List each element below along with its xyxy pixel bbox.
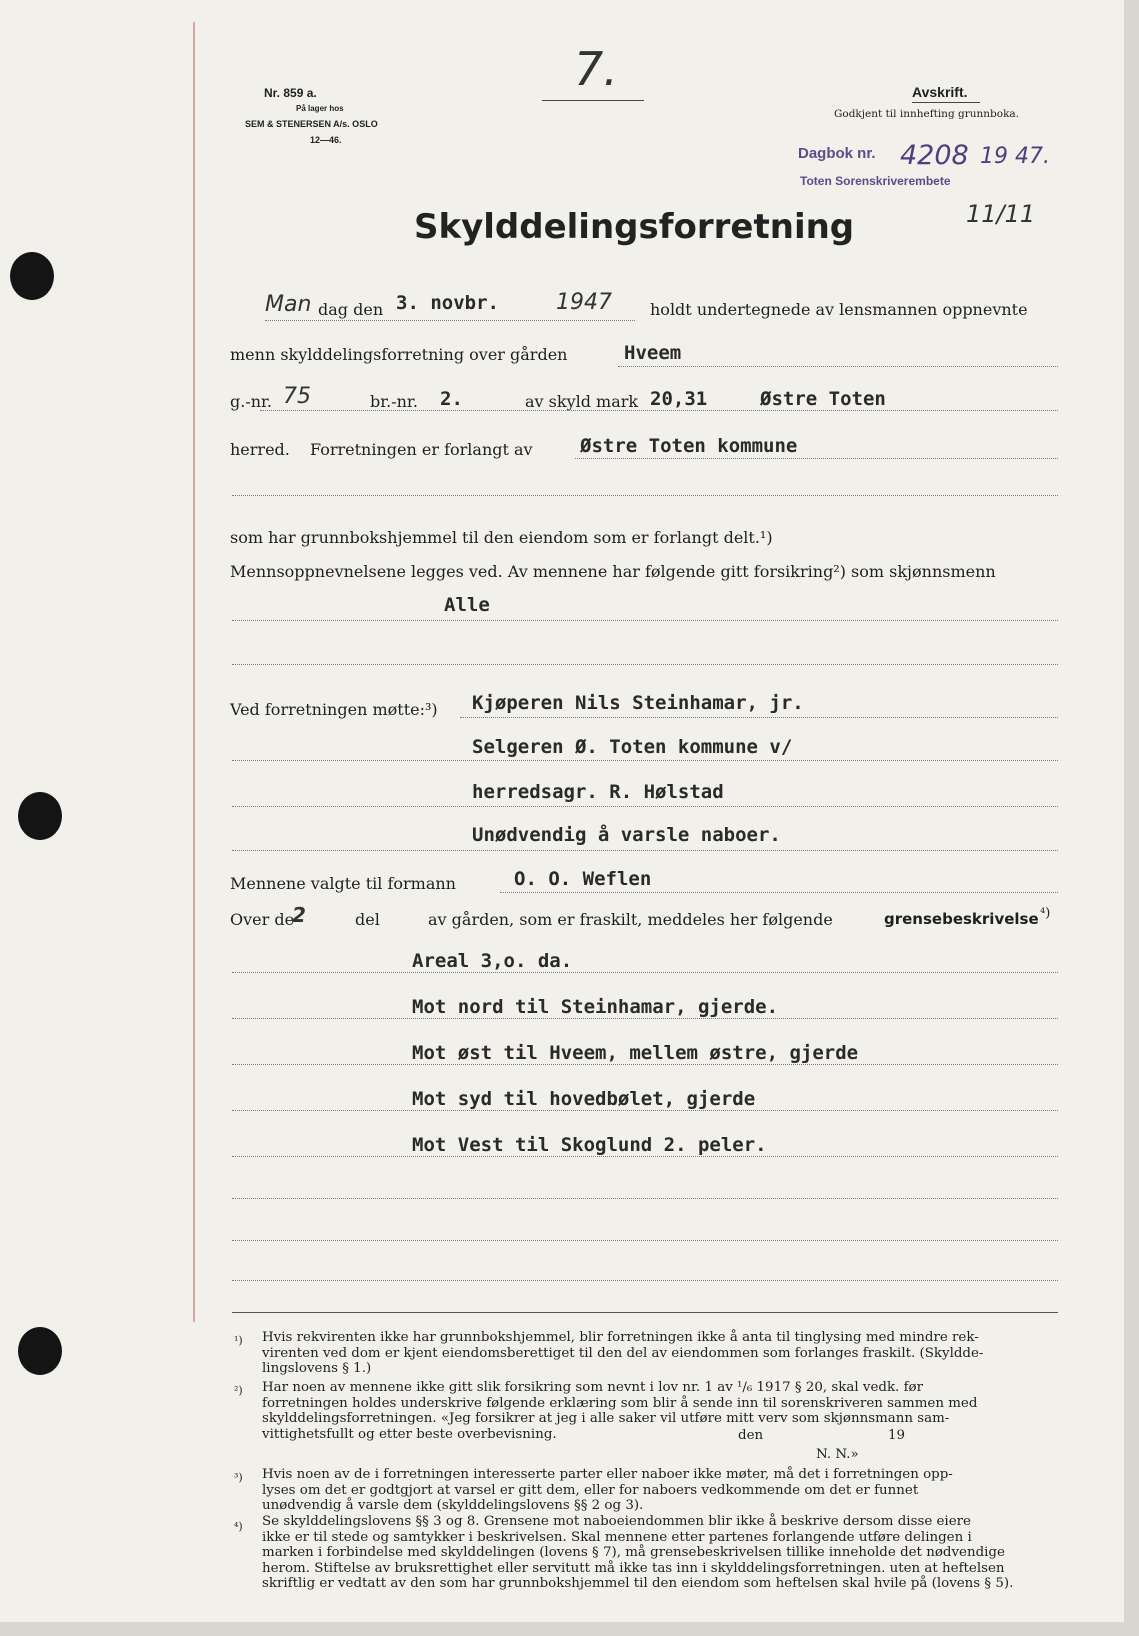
dotted-rule (232, 1110, 1058, 1111)
copy-label: Avskrift. (912, 84, 968, 100)
boundary-line: Areal 3,o. da. (412, 950, 573, 972)
sworn-men: Alle (444, 594, 490, 616)
dotted-rule (232, 1156, 1058, 1157)
municipality: Østre Toten (760, 388, 886, 410)
label-herred: herred. (230, 440, 290, 459)
dotted-rule (232, 1240, 1058, 1241)
attendee-line: herredsagr. R. Hølstad (472, 781, 724, 803)
label-menn: menn skylddelingsforretning over gården (230, 345, 568, 364)
footnote-4: Se skylddelingslovens §§ 3 og 8. Grensene mot naboeiendommen blir ikke å beskrive dersom disse eiere ikke er til stede og samtykker i beskrivelsen. Skal mennene etter partenes forlangende utføre delingen i marken i forbindelse med skylddelingen (lovens § 7), må grensebeskrivelsen tillike inneholde det nødvendige herom. Stiftelse av bruksrettighet eller servitutt må ikke tas inn i skylddelingsforretningen. uten at heftelsen skriftlig er vedtatt av den som har grunnbokshjemmel til den eiendom som heftelsen skal hvile på (lovens § 5). (262, 1514, 1014, 1591)
footnote-1: Hvis rekvirenten ikke har grunnbokshjemmel, blir forretningen ikke å anta til tinglysing med mindre rek- virenten ved dom er kjent eiendomsberettiget til den del av eiendommen som forlanges fraskilt. (Skyldde- lingslovens § 1.) (262, 1330, 984, 1376)
publisher-line: SEM & STENERSEN A/s. OSLO (245, 119, 378, 129)
date-value: 3. novbr. (396, 292, 499, 314)
label-gaarden: av gården, som er fraskilt, meddeles her følgende (428, 910, 833, 929)
weekday: Man (265, 292, 312, 317)
stamp-date: 11/11 (966, 200, 1036, 228)
dotted-rule (232, 1198, 1058, 1199)
footnote-number: ³) (234, 1471, 243, 1484)
dotted-rule (460, 717, 1058, 718)
page-number-underline (542, 100, 644, 101)
label-skyld: av skyld mark (525, 392, 639, 411)
footnote-2-den: den (738, 1428, 764, 1443)
dotted-rule (232, 620, 1058, 621)
year-value: 1947 (556, 290, 612, 315)
margin-line (193, 22, 195, 1322)
punch-hole (10, 252, 54, 300)
dotted-rule (232, 760, 1058, 761)
stamp-year: 19 47. (980, 144, 1050, 169)
dotted-rule (232, 972, 1058, 973)
part-number: 2 (292, 903, 306, 927)
label-grunnbok: som har grunnbokshjemmel til den eiendom som er forlangt delt.¹) (230, 528, 773, 547)
dotted-rule (232, 1064, 1058, 1065)
attendee-line: Kjøperen Nils Steinhamar, jr. (472, 692, 804, 714)
stamp-office: Toten Sorenskriverembete (800, 174, 951, 188)
dotted-rule (265, 320, 635, 321)
approved-note: Godkjent til innhefting grunnboka. (834, 108, 1020, 120)
requested-by: Østre Toten kommune (580, 435, 798, 457)
label-holdt: holdt undertegnede av lensmannen oppnevnte (650, 300, 1028, 319)
footnote-2-19: 19 (888, 1428, 906, 1443)
skyld-value: 20,31 (650, 388, 708, 410)
dotted-rule (232, 1018, 1058, 1019)
footnote-3: Hvis noen av de i forretningen interesserte parter eller naboer ikke møter, må det i forretningen opp- lyses om det er godtgjort at varsel er gitt dem, eller for naboers vedkommende om det er funnet unødvendig å varsle dem (skylddelingslovens §§ 2 og 3). (262, 1467, 953, 1513)
footnote-number: ⁴) (234, 1520, 243, 1533)
footnote-number: ²) (234, 1384, 243, 1397)
attendee-line: Selgeren Ø. Toten kommune v/ (472, 736, 793, 758)
brnr-value: 2. (440, 388, 463, 410)
label-brnr: br.-nr. (370, 392, 418, 411)
label-formann: Mennene valgte til formann (230, 874, 456, 893)
form-number: Nr. 859 a. (264, 86, 317, 100)
dotted-rule (232, 1280, 1058, 1281)
label-gnr: g.-nr. (230, 392, 273, 411)
dotted-rule (575, 458, 1058, 459)
dotted-rule (500, 892, 1058, 893)
footnote-2-nn: N. N.» (816, 1447, 859, 1462)
dotted-rule (232, 495, 1058, 496)
label-grense-sup: ⁴) (1040, 906, 1051, 921)
dotted-rule (260, 410, 1058, 411)
chairman: O. O. Weflen (514, 868, 652, 890)
copy-label-underline (912, 102, 980, 103)
boundary-line: Mot nord til Steinhamar, gjerde. (412, 996, 779, 1018)
publisher-line: På lager hos (296, 104, 344, 113)
footnote-number: ¹) (234, 1334, 243, 1347)
dotted-rule (232, 850, 1058, 851)
gnr-value: 75 (283, 384, 311, 409)
label-dag-den: dag den (318, 300, 384, 319)
boundary-line: Mot øst til Hveem, mellem østre, gjerde (412, 1042, 859, 1064)
attendee-line: Unødvendig å varsle naboer. (472, 824, 781, 846)
label-del: del (355, 910, 380, 929)
dotted-rule (232, 806, 1058, 807)
boundary-line: Mot syd til hovedbølet, gjerde (412, 1088, 756, 1110)
publisher-line: 12—46. (310, 135, 342, 145)
stamp-dagbok: Dagbok nr. (798, 145, 876, 162)
dotted-rule (232, 664, 1058, 665)
label-grensebeskrivelse: grensebeskrivelse (884, 910, 1039, 928)
page-title: Skylddelingsforretning (414, 207, 855, 247)
footnote-2: Har noen av mennene ikke gitt slik forsikring som nevnt i lov nr. 1 av ¹/₆ 1917 § 20, skal vedk. før forretningen holdes underskrive følgende erklæring som blir å sende inn til sorenskriveren sammen med skylddelingsforretningen. «Jeg forsikrer at jeg i alle saker vil utføre mitt verv som skjønnsmann sam- vittighetsfullt og etter beste overbevisning. (262, 1380, 978, 1442)
label-motte: Ved forretningen møtte:³) (230, 700, 438, 719)
stamp-number: 4208 (900, 140, 969, 171)
farm-name: Hveem (624, 342, 682, 364)
boundary-line: Mot Vest til Skoglund 2. peler. (412, 1134, 767, 1156)
page-number: 7. (574, 42, 618, 96)
punch-hole (18, 792, 62, 840)
label-mennsoppnevnelse: Mennsoppnevnelsene legges ved. Av mennene har følgende gitt forsikring²) som skjønnsmenn (230, 562, 996, 581)
footnote-divider (232, 1312, 1058, 1313)
label-forlangt: Forretningen er forlangt av (310, 440, 533, 459)
dotted-rule (618, 366, 1058, 367)
label-over: Over de (230, 910, 295, 929)
punch-hole (18, 1327, 62, 1375)
